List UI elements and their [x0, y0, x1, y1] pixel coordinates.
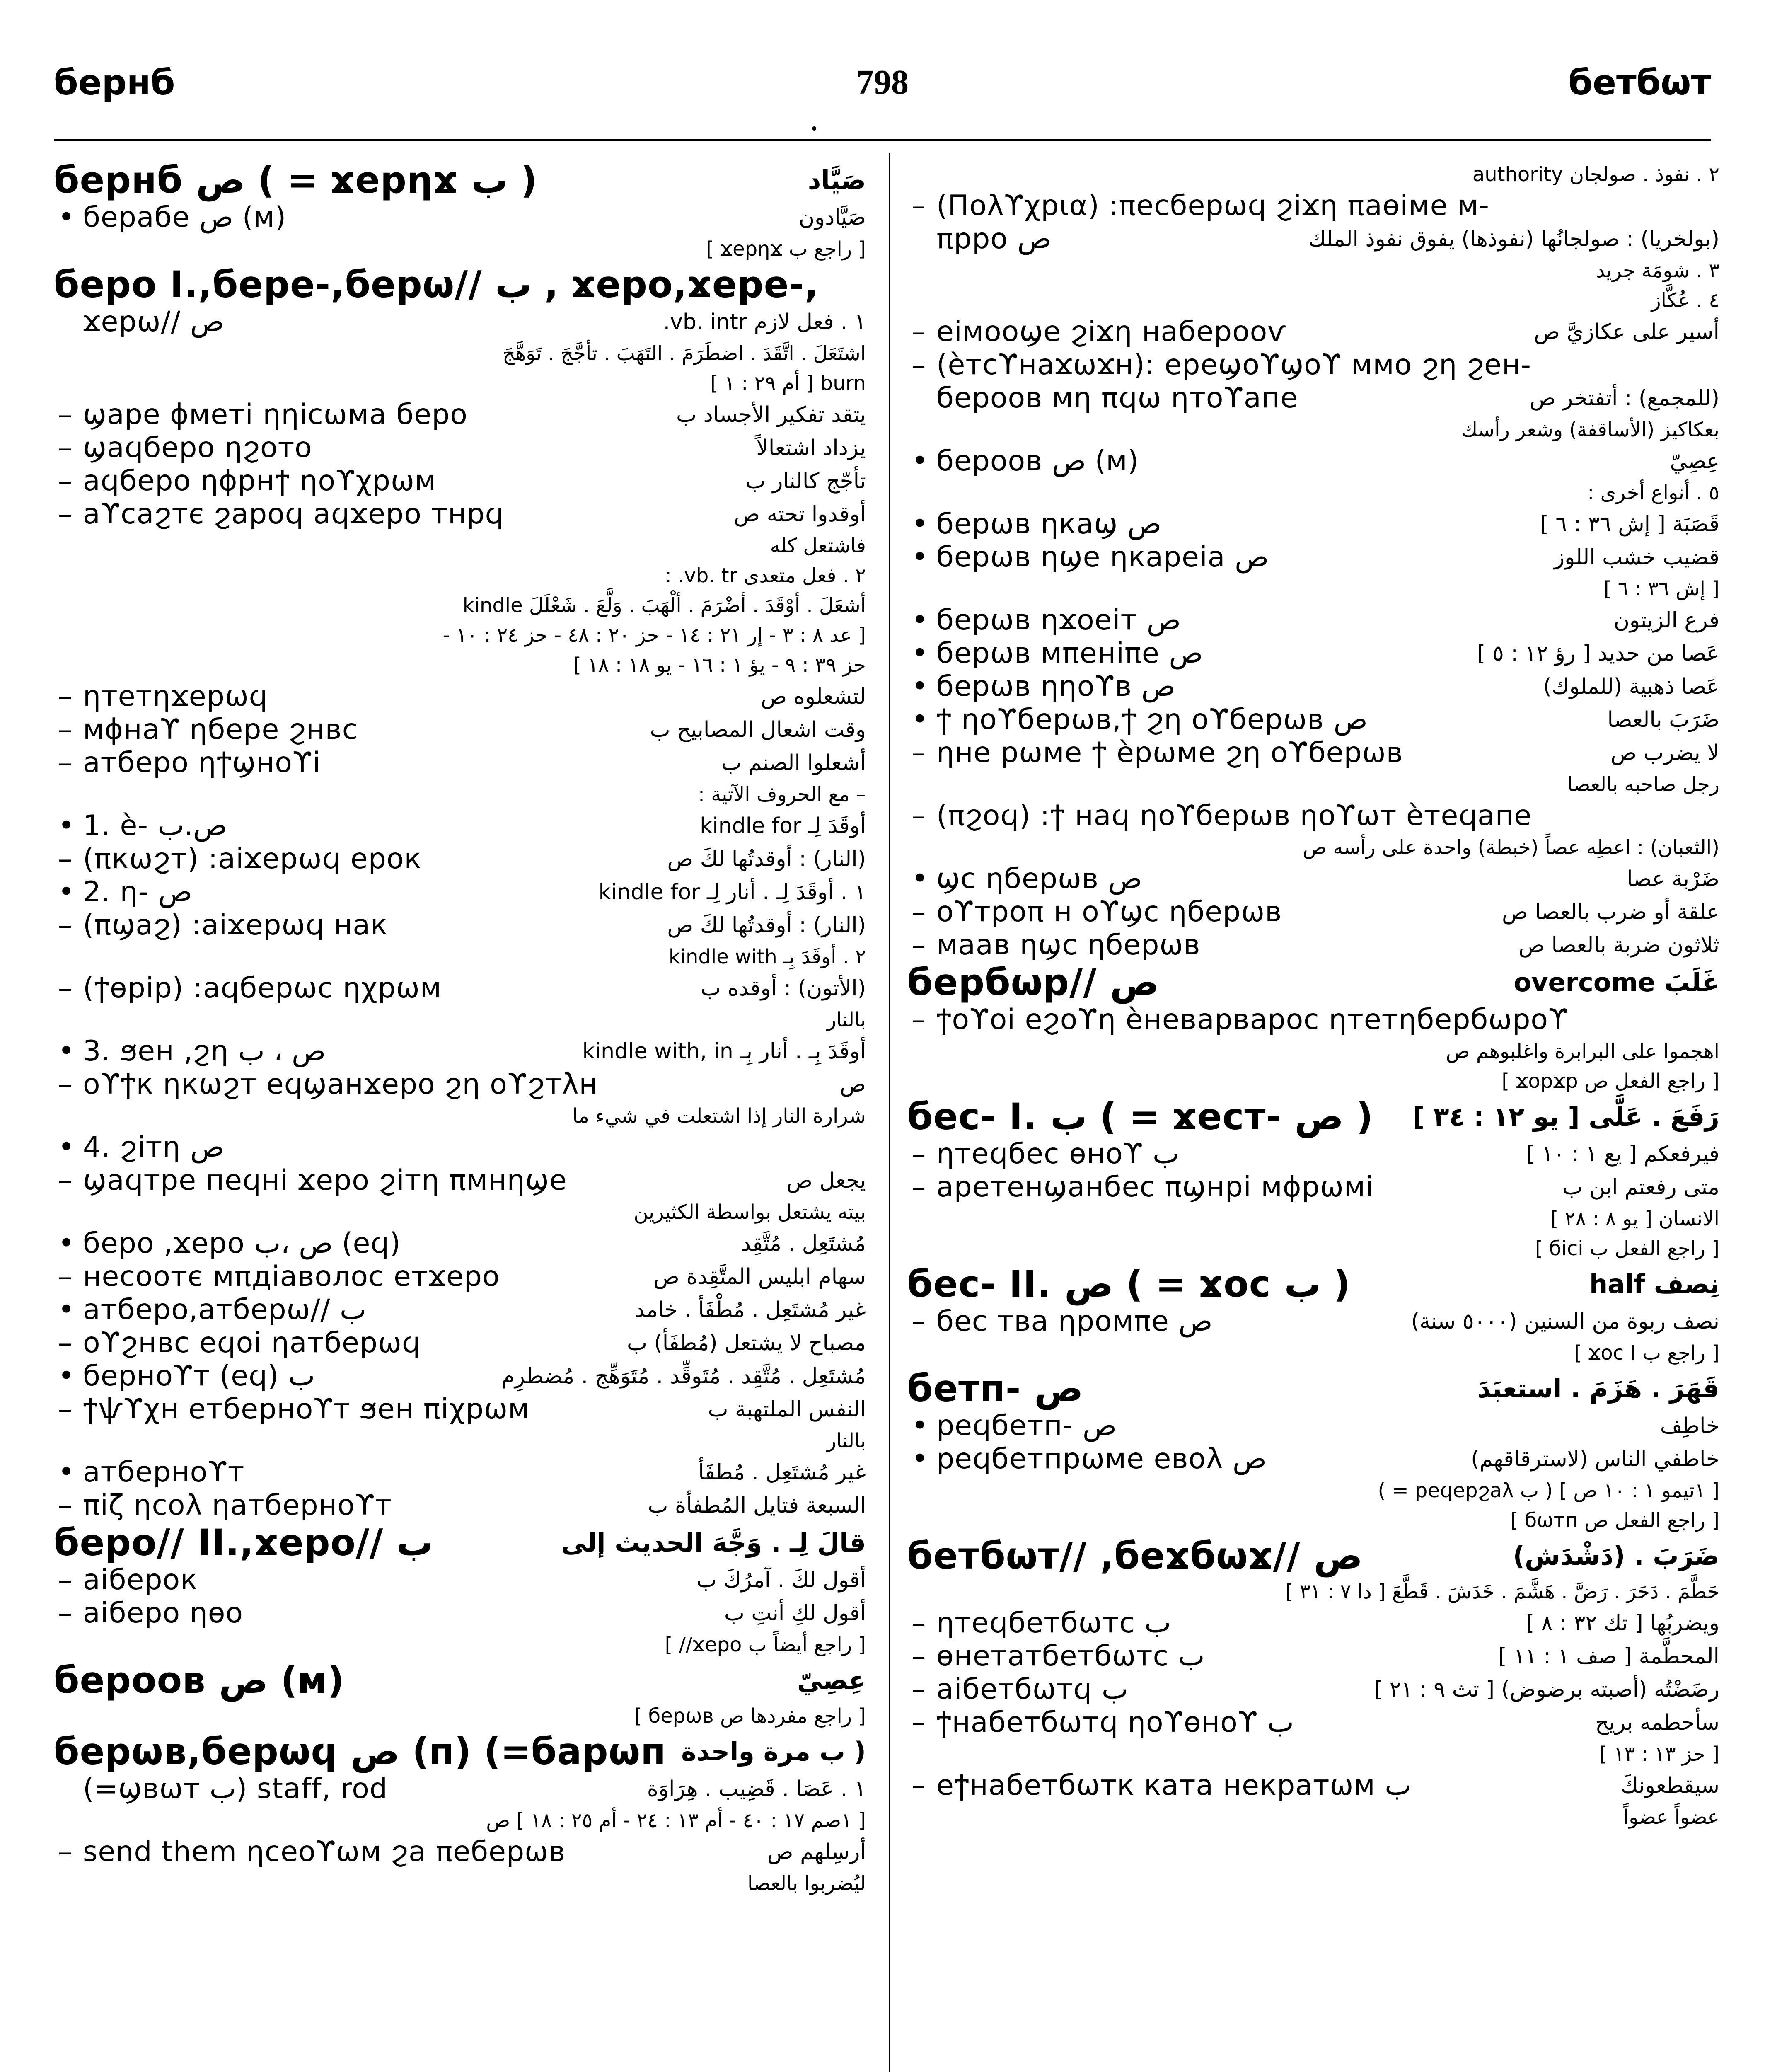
- coptic-text: – мϕнаϒ ηбере ϩнвс: [83, 713, 358, 746]
- coptic-text: ϫерω// ص: [83, 305, 225, 338]
- dictionary-entry-line: [54, 465, 866, 498]
- arabic-gloss: – مع الحروف الآتية :: [698, 783, 866, 806]
- arabic-gloss: أسير على عكازيَّ ص: [1534, 320, 1719, 344]
- coptic-text: – аϥберо ηϕрнϯ ηоϒχрωм: [83, 465, 437, 497]
- arabic-gloss: ٢ . فعل متعدى vb. tr. :: [665, 564, 866, 587]
- dictionary-entry-line: [54, 1701, 866, 1731]
- arabic-gloss: أوقَدَ بِـ . أنار بِـ kindle with, in: [582, 1039, 866, 1064]
- dictionary-entry-line: [54, 1035, 866, 1068]
- coptic-text: бербωр// ص: [907, 961, 1159, 1004]
- arabic-gloss: أشعَلَ . أوْقَدَ . أضْرَمَ . ألْهَبَ . وَلَّعَ . شَعْلَلَ kindle: [462, 594, 866, 617]
- arabic-gloss: لتشعلوه ص: [761, 684, 866, 709]
- arabic-gloss: قَصَبَة [ إش ٣٦ : ٦ ]: [1540, 512, 1719, 537]
- dictionary-entry-line: [54, 1564, 866, 1597]
- arabic-gloss: نِصف half: [1589, 1269, 1719, 1299]
- dictionary-entry-line: [907, 862, 1719, 896]
- dictionary-entry-line: [54, 650, 866, 680]
- dictionary-entry-line: [907, 315, 1719, 349]
- dictionary-entry-line: [54, 1326, 866, 1360]
- arabic-gloss: (الثعبان) : اعطِه عصاً (خبطة) واحدة على رأسه ص: [1303, 836, 1719, 859]
- dictionary-entry-line: [54, 1806, 866, 1835]
- arabic-gloss: اشتَعَلَ . اتَّقَدَ . اضطَرَمَ . التَهَبَ . تأجَّجَ . تَوَهَّجَ: [502, 342, 866, 365]
- coptic-text: • берωв ηкаϣ ص: [936, 508, 1162, 540]
- coptic-text: • бероов ص (м): [936, 445, 1139, 477]
- arabic-gloss: رَفَعَ . عَلَّى [ يو ١٢ : ٣٤ ]: [1412, 1101, 1719, 1132]
- coptic-text: – аіберо ηѳо: [83, 1597, 244, 1629]
- arabic-gloss: ٢ . نفوذ . صولجان authority: [1472, 163, 1719, 186]
- arabic-gloss: أقول لكَ . آمرُكَ ب: [696, 1568, 866, 1593]
- dictionary-entry-line: [54, 1869, 866, 1898]
- dictionary-entry-line: [54, 234, 866, 264]
- coptic-text: • берωв мπеніπе ص: [936, 637, 1203, 670]
- arabic-gloss: مُشتَعِل . مُتَّقِد: [741, 1231, 866, 1256]
- arabic-gloss: burn [ أم ٢٩ : ١ ]: [710, 372, 866, 395]
- coptic-text: беро// II.,ϫеро// ب: [54, 1521, 433, 1564]
- arabic-gloss: ضَرَبَ بالعصا: [1607, 707, 1719, 732]
- dictionary-entry-line: [54, 713, 866, 746]
- dictionary-entry-line: [907, 1607, 1719, 1640]
- arabic-gloss: بالنار: [827, 1429, 866, 1452]
- coptic-text: бес- I. ب ( = ϫест- ص ): [907, 1095, 1373, 1138]
- coptic-text: – еϯнабетбωтк ката некратωм ب: [936, 1769, 1412, 1802]
- coptic-text: – (ѐтсϒнаϫωϫн): ереϣоϒϣоϒ ммо ϩη ϩен-: [936, 349, 1531, 381]
- dictionary-entry-line: [907, 833, 1719, 862]
- arabic-gloss: [ حز ١٣ : ١٣ ]: [1599, 1743, 1719, 1766]
- arabic-gloss: بالنار: [827, 1008, 866, 1031]
- coptic-text: бероов ص (м): [54, 1659, 344, 1702]
- dictionary-entry-line: [907, 160, 1719, 189]
- arabic-gloss: سيقطعونكَ: [1620, 1773, 1719, 1798]
- dictionary-entry-line: [907, 703, 1719, 736]
- arabic-gloss: بعكاكيز (الأساقفة) وشعر رأسك: [1461, 418, 1719, 441]
- dictionary-entry-line: [907, 508, 1719, 541]
- dictionary-entry-line: [907, 574, 1719, 604]
- arabic-gloss: ١ . أوقَدَ لِـ . أنار لِـ kindle for: [598, 880, 866, 905]
- dictionary-entry-line: [907, 1506, 1719, 1535]
- dictionary-entry-line: [907, 1234, 1719, 1264]
- coptic-text: бетбωт// ,беϫбωϫ// ص: [907, 1535, 1363, 1577]
- arabic-gloss: قالَ لِـ . وَجَّهَ الحديث إلى: [561, 1527, 866, 1558]
- dictionary-entry-line: [54, 876, 866, 909]
- coptic-text: – ϯнабетбωтϥ ηоϒѳноϒ ب: [936, 1706, 1294, 1739]
- arabic-gloss: قضيب خشب اللوز: [1554, 545, 1719, 570]
- dictionary-entry-line: [54, 1772, 866, 1806]
- dictionary-entry-line: [907, 1535, 1719, 1577]
- dictionary-entry-line: [54, 1068, 866, 1101]
- arabic-gloss: [ ١صم ١٧ : ٤٠ - أم ١٣ : ٢٤ - أم ٢٥ : ١٨ ] ص: [486, 1809, 866, 1832]
- coptic-text: – send them ηсеоϒωм ϩа πеберωв: [83, 1835, 566, 1868]
- dictionary-entry-line: [54, 746, 866, 779]
- dictionary-entry-line: [907, 1706, 1719, 1739]
- dictionary-entry-line: [907, 286, 1719, 315]
- dictionary-entry-line: [907, 1673, 1719, 1706]
- arabic-gloss: اهجموا على البرابرة واغلبوهم ص: [1446, 1040, 1719, 1063]
- coptic-text: πрро ص: [936, 223, 1052, 255]
- arabic-gloss: ضَرْبة عصا: [1627, 867, 1719, 891]
- dictionary-entry-line: [54, 431, 866, 465]
- arabic-gloss: [ راجع ب ϫерηϫ ]: [706, 237, 866, 261]
- arabic-gloss: خاطفي الناس (لاسترقاقهم): [1471, 1447, 1719, 1472]
- arabic-gloss: [ عد ٨ : ٣ - إر ٢١ : ١٤ - حز ٢٠ : ٤٨ - حز ٢٤ : ١٠ -: [442, 624, 866, 647]
- dictionary-entry-line: [907, 1264, 1719, 1305]
- dictionary-entry-line: [907, 1443, 1719, 1476]
- coptic-text: – ηтетηϫерωϥ: [83, 680, 268, 713]
- arabic-gloss: [ ١تيمو ١ : ١٠ ص ] ( ب реϥерϩаλ = ): [1378, 1479, 1719, 1502]
- arabic-gloss: (بولخريا) : صولجانُها (نفوذها) يفوق نفوذ الملك: [1308, 227, 1719, 252]
- dictionary-entry-line: [54, 1426, 866, 1456]
- dictionary-entry-line: [907, 604, 1719, 637]
- dictionary-entry-line: [54, 842, 866, 876]
- coptic-text: • берωв ηηоϒв ص: [936, 670, 1175, 703]
- arabic-gloss: ٣ . شومَة جريد: [1596, 259, 1719, 282]
- dictionary-entry-line: [54, 368, 866, 398]
- arabic-gloss: أشعلوا الصنم ب: [721, 750, 866, 775]
- arabic-gloss: صَيَّاد: [808, 165, 866, 195]
- dictionary-entry-line: [907, 637, 1719, 670]
- dictionary-entry-line: [907, 736, 1719, 770]
- coptic-text: – аіберок: [83, 1564, 198, 1596]
- dictionary-entry-line: [54, 591, 866, 620]
- dictionary-entry-line: [907, 415, 1719, 445]
- dictionary-entry-line: [54, 1101, 866, 1131]
- dictionary-entry-line: [54, 1260, 866, 1293]
- arabic-gloss: أقول لكِ أنتِ ب: [724, 1601, 866, 1626]
- coptic-text: • беро ,ϫеро ص ،ب (еϥ): [83, 1227, 401, 1260]
- dictionary-entry-line: [907, 349, 1719, 382]
- page-number: 798: [856, 63, 909, 102]
- arabic-gloss: فاشتعل كله: [770, 534, 866, 557]
- arabic-gloss: ثلاثون ضربة بالعصا ص: [1518, 933, 1719, 958]
- coptic-text: – оϒтроπ н оϒϣс ηберωв: [936, 896, 1282, 928]
- coptic-text: – πіζ ηсоλ ηатберноϒт: [83, 1489, 392, 1522]
- arabic-gloss: عَصا من حديد [ رؤ ١٢ : ٥ ]: [1477, 641, 1719, 666]
- arabic-gloss: ويضربُها [ تك ٣٢ : ٨ ]: [1526, 1611, 1719, 1636]
- arabic-gloss: [ راجع الفعل ص бωтп ]: [1510, 1509, 1719, 1532]
- coptic-text: • ϯ ηоϒберωв,ϯ ϩη оϒберωв ص: [936, 703, 1368, 736]
- coptic-text: – оϒϯк ηкωϩт еϥϣанϫеро ϩη оϒϩтλн: [83, 1068, 598, 1101]
- right-column: [907, 160, 1719, 2072]
- arabic-gloss: ٥ . أنواع أخرى :: [1587, 481, 1719, 504]
- dictionary-entry-line: [907, 1739, 1719, 1769]
- arabic-gloss: سهام ابليس المتَّقِدة ص: [653, 1264, 866, 1289]
- arabic-gloss: ٢ . أوقَدَ بِـ kindle with: [668, 945, 866, 968]
- arabic-gloss: عضواً عضواً: [1623, 1806, 1719, 1829]
- dictionary-entry-line: [54, 1227, 866, 1260]
- arabic-gloss: أوقَدَ لِـ kindle for: [700, 813, 866, 838]
- coptic-text: • берωв ηϣе ηкареіа ص: [936, 541, 1269, 574]
- dictionary-entry-line: [54, 305, 866, 339]
- coptic-text: бернб ص ( = ϫерηϫ ب ): [54, 160, 537, 201]
- dictionary-entry-line: [907, 1802, 1719, 1832]
- coptic-text: – ϣаре ϕметі ηηісωма беро: [83, 398, 468, 431]
- dictionary-entry-line: [907, 929, 1719, 962]
- dictionary-entry-line: [907, 1066, 1719, 1096]
- dictionary-entry-line: [907, 1769, 1719, 1802]
- dictionary-entry-line: [54, 264, 866, 305]
- dictionary-entry-line: [54, 398, 866, 431]
- dictionary-entry-line: [54, 1522, 866, 1564]
- coptic-text: – (πϩоϥ) :ϯ наϥ ηоϒберωв ηоϒωт ѐтеϥапе: [936, 799, 1532, 832]
- dictionary-entry-line: [907, 1305, 1719, 1338]
- arabic-gloss: غير مُشتَعِل . مُطْفَأ . خامد: [635, 1297, 866, 1322]
- arabic-gloss: ٤ . عُكَّاز: [1651, 289, 1719, 312]
- coptic-text: – ϣаϥберо ηϩото: [83, 431, 312, 464]
- header-rule: [54, 139, 1711, 141]
- arabic-gloss: قَهَرَ . هَزَمَ . استعبَدَ: [1477, 1373, 1719, 1404]
- dictionary-entry-line: [907, 1171, 1719, 1204]
- coptic-text: – аретенϣанбес πϣнрі мϕрωмі: [936, 1171, 1374, 1203]
- arabic-gloss: نصف ربوة من السنين (٥٠٠٠ سنة): [1411, 1309, 1719, 1334]
- arabic-gloss: يتقد تفكير الأجساد ب: [676, 402, 866, 427]
- dictionary-entry-line: [907, 1577, 1719, 1607]
- arabic-gloss: حَطَّمَ . دَحَرَ . رَضَّ . هَشَّمَ . خَدَشَ . قَطَّعَ [ دا ٧ : ٣١ ]: [1285, 1580, 1719, 1603]
- arabic-gloss: أرسِلهم ص: [767, 1840, 866, 1864]
- dictionary-entry-line: [54, 909, 866, 942]
- coptic-text: бетп- ص: [907, 1367, 1083, 1410]
- coptic-text: • ϣс ηберωв ص: [936, 862, 1142, 895]
- coptic-text: – маав ηϣс ηберωв: [936, 929, 1201, 961]
- column-divider: [889, 153, 890, 2072]
- arabic-gloss: [ راجع الفعل ب бісі ]: [1535, 1237, 1719, 1260]
- dictionary-entry-line: [54, 531, 866, 561]
- dictionary-entry-line: [54, 1456, 866, 1489]
- arabic-gloss: ليُضربوا بالعصا: [747, 1872, 866, 1895]
- coptic-text: бес- II. ص ( = ϫос ب ): [907, 1263, 1350, 1305]
- arabic-gloss: سأحطمه بريح: [1595, 1710, 1719, 1735]
- dictionary-entry-line: [907, 962, 1719, 1003]
- coptic-text: – ηтеϥбетбωтс ب: [936, 1607, 1171, 1639]
- dictionary-entry-line: [54, 1393, 866, 1426]
- dictionary-entry-line: [54, 809, 866, 842]
- arabic-gloss: [ راجع أيضاً ب ϫеро// ]: [665, 1633, 866, 1656]
- running-head-left: бернб: [54, 62, 175, 103]
- coptic-text: – ϯоϒоі еϩоϒη ѐневарварос ηтетηбербωроϒ: [936, 1003, 1569, 1036]
- coptic-text: • берабе ص (м): [83, 201, 286, 234]
- arabic-gloss: لا يضرب ص: [1610, 741, 1719, 765]
- dictionary-entry-line: [907, 541, 1719, 574]
- coptic-text: – атберо ηϯϣноϒі: [83, 746, 321, 779]
- coptic-text: • 1. ѐ- ص.ب: [83, 809, 227, 842]
- arabic-gloss: شرارة النار إذا اشتعلت في شيء ما: [572, 1104, 866, 1128]
- dictionary-entry-line: [54, 680, 866, 713]
- dictionary-entry-line: [54, 779, 866, 809]
- left-column: [54, 160, 866, 2072]
- dictionary-entry-line: [907, 189, 1719, 223]
- coptic-text: беро I.,бере-,берω// ب , ϫеро,ϫере-,: [54, 263, 819, 306]
- coptic-text: – бес тва ηромπе ص: [936, 1305, 1213, 1338]
- coptic-text: • 3. ϧен ,ϩη ص ، ب: [83, 1035, 326, 1067]
- dictionary-entry-line: [54, 339, 866, 368]
- coptic-text: • реϥбетп- ص: [936, 1409, 1117, 1442]
- arabic-gloss: متى رفعتم ابن ب: [1562, 1175, 1719, 1200]
- arabic-gloss: [ إش ٣٦ : ٦ ]: [1603, 577, 1719, 600]
- dictionary-entry-line: [907, 1204, 1719, 1234]
- arabic-gloss: (للمجمع) : أتفتخر ص: [1529, 386, 1719, 411]
- coptic-text: – ѳнетатбетбωтс ب: [936, 1640, 1205, 1673]
- coptic-text: – (Πολϒχрια) :πесберωϥ ϩіϫη πаѳіме м-: [936, 189, 1489, 222]
- arabic-gloss: مصباح لا يشتعل (مُطفَأ) ب: [626, 1331, 866, 1356]
- coptic-text: • атберо,атберω// ب: [83, 1293, 367, 1326]
- arabic-gloss: النفس الملتهبة ب: [708, 1397, 866, 1422]
- coptic-text: – аібетбωтϥ ب: [936, 1673, 1128, 1706]
- coptic-text: – (πϣаϩ) :аіϫерωϥ нак: [83, 909, 388, 942]
- arabic-gloss: أوقدوا تحته ص: [734, 502, 866, 527]
- arabic-gloss: ١ . فعل لازم vb. intr.: [663, 310, 866, 334]
- coptic-text: – (πкωϩт) :аіϫерωϥ ерок: [83, 842, 422, 875]
- dictionary-entry-line: [54, 1360, 866, 1393]
- arabic-gloss: فيرفعكم [ يع ١ : ١٠ ]: [1526, 1142, 1719, 1167]
- coptic-text: – оϒϩнвс еϥоі ηатберωϥ: [83, 1326, 421, 1359]
- dictionary-entry-line: [54, 1197, 866, 1227]
- coptic-text: – ϯѱϒχн етберноϒт ϧен πіχрωм: [83, 1393, 530, 1426]
- coptic-text: – несоотє мπдіаволос етϫеро: [83, 1260, 500, 1293]
- arabic-gloss: الانسان [ يو ٨ : ٢٨ ]: [1550, 1207, 1719, 1230]
- dictionary-entry-line: [54, 561, 866, 591]
- arabic-gloss: عِصِيّ: [1670, 449, 1719, 474]
- arabic-gloss: يزداد اشتعالاً: [756, 436, 866, 460]
- arabic-gloss: تأجّج كالنار ب: [745, 469, 866, 494]
- coptic-text: • 2. η- ص: [83, 876, 192, 908]
- arabic-gloss: حز ٣٩ : ٩ - يؤ ١ : ١٦ - يو ١٨ : ١٨ ]: [573, 654, 866, 677]
- arabic-gloss: بيته يشتعل بواسطة الكثيرين: [633, 1201, 866, 1224]
- dictionary-entry-line: [54, 1835, 866, 1869]
- dictionary-entry-line: [54, 498, 866, 531]
- arabic-gloss: ص: [840, 1072, 866, 1097]
- arabic-gloss: (النار) : أوقدتُها لكَ ص: [667, 847, 866, 871]
- arabic-gloss: فرع الزيتون: [1613, 608, 1719, 633]
- dictionary-entry-line: [54, 1660, 866, 1701]
- arabic-gloss: ١ . عَصَا . قَضِيب . هِرَاوَة: [647, 1777, 866, 1801]
- dictionary-entry-line: [907, 1003, 1719, 1036]
- arabic-gloss: ضَرَبَ . (دَشْدَش): [1513, 1541, 1719, 1571]
- arabic-gloss: صَيَّادون: [798, 205, 866, 230]
- coptic-text: – еімооϣе ϩіϫη наберооѵ: [936, 315, 1287, 348]
- dictionary-entry-line: [54, 1005, 866, 1035]
- arabic-gloss: رضَضْتُه (أصبته برضوض) [ تث ٩ : ٢١ ]: [1374, 1677, 1719, 1702]
- arabic-gloss: مُشتَعِل . مُتَّقِد . مُتَوقِّد . مُتَوَهِّج . مُضطرِم: [501, 1364, 866, 1389]
- dictionary-entry-line: [54, 1597, 866, 1630]
- dictionary-entry-line: [907, 382, 1719, 415]
- arabic-gloss: ( ب مرة واحدة: [681, 1736, 866, 1767]
- dictionary-entry-line: [907, 223, 1719, 256]
- arabic-gloss: السبعة فتايل المُطفأة ب: [648, 1493, 866, 1518]
- dictionary-entry-line: [907, 1368, 1719, 1409]
- coptic-text: • атберноϒт: [83, 1456, 245, 1489]
- coptic-text: • берωв ηϫоеіт ص: [936, 604, 1181, 637]
- dictionary-entry-line: [907, 896, 1719, 929]
- coptic-text: (=ϣвωт ب) staff, rod: [83, 1772, 388, 1805]
- arabic-gloss: [ راجع ب ϫос I ]: [1574, 1341, 1719, 1365]
- dictionary-entry-line: [907, 770, 1719, 799]
- arabic-gloss: يجعل ص: [786, 1168, 866, 1193]
- dictionary-entry-line: [54, 1164, 866, 1197]
- coptic-text: • 4. ϩітη ص: [83, 1131, 225, 1164]
- dictionary-entry-line: [54, 1131, 866, 1164]
- arabic-gloss: عِصِيّ: [797, 1665, 866, 1695]
- dictionary-entry-line: [907, 799, 1719, 833]
- arabic-gloss: وقت اشعال المصابيح ب: [650, 717, 866, 742]
- coptic-text: • берноϒт (еϥ) ب: [83, 1360, 315, 1392]
- arabic-gloss: [ راجع الفعل ص ϫорϫр ]: [1501, 1070, 1719, 1093]
- dictionary-entry-line: [907, 1096, 1719, 1138]
- coptic-text: • реϥбетпрωме евоλ ص: [936, 1443, 1267, 1475]
- running-head-right: бетбωт: [1568, 62, 1711, 103]
- coptic-text: бероов мη πϥω ηтоϒапе: [936, 382, 1298, 414]
- dictionary-entry-line: [54, 201, 866, 234]
- dictionary-entry-line: [907, 1640, 1719, 1673]
- coptic-text: – ηтеϥбес ѳноϒ ب: [936, 1138, 1179, 1170]
- dictionary-entry-line: [54, 1293, 866, 1326]
- arabic-gloss: (النار) : أوقدتُها لكَ ص: [667, 913, 866, 938]
- header-dot: [812, 126, 816, 131]
- coptic-text: – ηне рωме ϯ ѐрωме ϩη оϒберωв: [936, 736, 1403, 769]
- dictionary-entry-line: [907, 1036, 1719, 1066]
- arabic-gloss: علقة أو ضرب بالعصا ص: [1502, 900, 1719, 925]
- arabic-gloss: غير مُشتَعِل . مُطفَأ: [698, 1460, 866, 1485]
- dictionary-entry-line: [907, 1409, 1719, 1443]
- coptic-text: – (ϯѳрір) :аϥберωс ηχрωм: [83, 972, 442, 1005]
- coptic-text: – аϒсаϩтє ϩароϥ аϥϫеро тнрϥ: [83, 498, 504, 530]
- dictionary-entry-line: [907, 1338, 1719, 1368]
- dictionary-entry-line: [907, 478, 1719, 508]
- arabic-gloss: عَصا ذهبية (للملوك): [1543, 674, 1719, 699]
- dictionary-entry-line: [907, 670, 1719, 703]
- dictionary-entry-line: [54, 1489, 866, 1522]
- arabic-gloss: خاطِف: [1660, 1414, 1719, 1438]
- arabic-gloss: غَلَبَ overcome: [1514, 967, 1719, 997]
- dictionary-entry-line: [54, 620, 866, 650]
- dictionary-entry-line: [54, 160, 866, 201]
- coptic-text: – ϣаϥтре пеϥні ϫеро ϩітη πмнηϣе: [83, 1164, 567, 1197]
- dictionary-entry-line: [907, 445, 1719, 478]
- arabic-gloss: [ راجع مفردها ص берωв ]: [634, 1704, 866, 1728]
- dictionary-entry-line: [54, 972, 866, 1005]
- dictionary-entry-line: [907, 1138, 1719, 1171]
- dictionary-entry-line: [54, 1731, 866, 1772]
- arabic-gloss: (الأتون) : أوقده ب: [700, 976, 866, 1001]
- dictionary-entry-line: [907, 1476, 1719, 1506]
- dictionary-entry-line: [907, 256, 1719, 286]
- dictionary-entry-line: [54, 942, 866, 972]
- coptic-text: берωв,берωϥ ص (п) (=барωп: [54, 1730, 666, 1773]
- arabic-gloss: المحطَّمة [ صف ١ : ١١ ]: [1498, 1644, 1719, 1669]
- dictionary-entry-line: [54, 1630, 866, 1660]
- arabic-gloss: رجل صاحبه بالعصا: [1567, 773, 1719, 796]
